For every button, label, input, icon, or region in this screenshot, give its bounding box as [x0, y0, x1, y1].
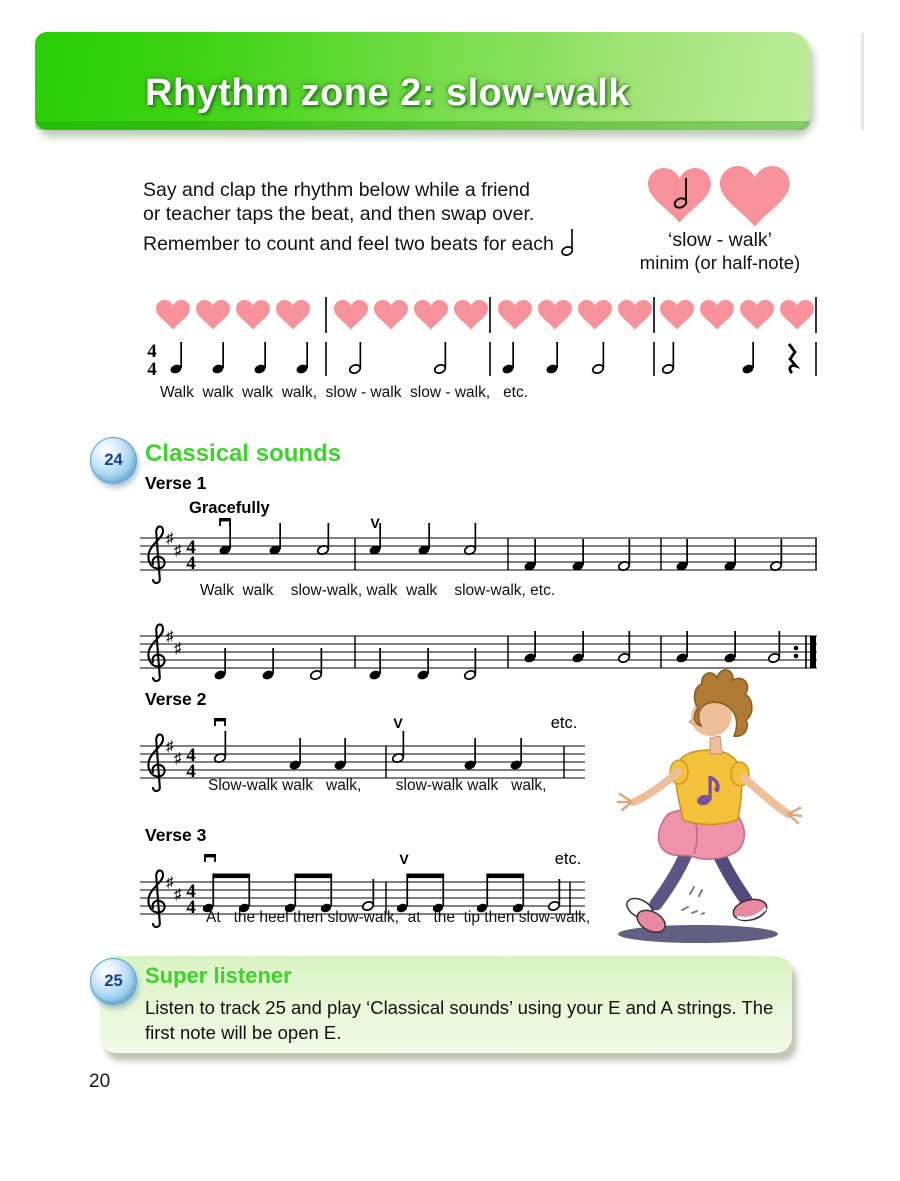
key-signature-sharp: ♯ — [166, 874, 174, 891]
notes — [214, 731, 523, 771]
slow-walk-key-hearts — [640, 162, 800, 230]
svg-text:4: 4 — [186, 761, 196, 782]
intro-line-2: or teacher taps the beat, and then swap over. — [143, 202, 535, 225]
heart-icon — [648, 168, 711, 223]
verse3-lyrics: At the heel then slow-walk, at the tip then slow-walk, — [206, 909, 591, 926]
down-bow-icon — [204, 854, 216, 862]
verse1-staff-line1 — [140, 514, 818, 590]
key-signature-sharp: ♯ — [166, 530, 174, 547]
treble-clef-icon — [148, 624, 164, 681]
page-title: Rhythm zone 2: slow-walk — [145, 72, 630, 114]
verse2-lyrics: Slow-walk walk walk, slow-walk walk walk, — [208, 777, 547, 794]
slow-walk-label: ‘slow - walk’ — [667, 229, 772, 251]
key-signature-sharp: ♯ — [166, 738, 174, 755]
treble-clef-icon — [148, 870, 164, 927]
notes — [218, 523, 782, 572]
up-bow-icon: V — [393, 715, 403, 731]
quarter-rest-icon — [789, 344, 796, 373]
verse1-label: Verse 1 — [145, 473, 207, 493]
hearts-rhythm-row — [140, 296, 818, 382]
time-signature — [147, 341, 157, 380]
key-signature-sharp: ♯ — [174, 886, 182, 903]
down-bow-icon — [214, 718, 226, 726]
header-banner — [35, 32, 810, 130]
adjacent-page-edge — [861, 33, 864, 130]
down-bow-icon — [219, 518, 231, 526]
treble-clef-icon — [148, 526, 164, 583]
tempo-marking: Gracefully — [189, 499, 270, 517]
super-listener-body: Listen to track 25 and play ‘Classical sounds’ using your E and A strings. The first note will be open E. — [145, 997, 774, 1043]
walking-girl-illustration — [598, 656, 803, 954]
page-number: 20 — [89, 1071, 111, 1092]
minim-label: minim (or half-note) — [639, 252, 801, 273]
intro-paragraph — [143, 179, 575, 257]
key-signature-sharp: ♯ — [166, 628, 174, 645]
track-badge-24: 24 — [90, 437, 137, 484]
notes — [202, 874, 561, 914]
track-badge-25: 25 — [90, 958, 137, 1005]
up-bow-icon: V — [399, 851, 409, 867]
svg-text:4: 4 — [186, 553, 196, 574]
classical-sounds-title: Classical sounds — [145, 440, 342, 467]
etc-label: etc. — [550, 714, 578, 732]
key-signature-sharp: ♯ — [174, 542, 182, 559]
etc-label: etc. — [554, 850, 582, 868]
verse1-lyrics: Walk walk slow-walk, walk walk slow-walk, etc. — [200, 582, 556, 599]
staff-lines — [140, 538, 817, 570]
intro-line-1: Say and clap the rhythm below while a friend — [143, 179, 530, 201]
super-listener-title: Super listener — [145, 963, 292, 988]
rhythm-notes — [169, 342, 816, 376]
svg-text:4: 4 — [147, 359, 157, 380]
heart-icon — [720, 166, 790, 227]
half-note-icon — [561, 226, 575, 257]
svg-text:4: 4 — [186, 897, 196, 918]
key-signature-sharp: ♯ — [174, 750, 182, 767]
treble-clef-icon — [148, 734, 164, 791]
verse2-label: Verse 2 — [145, 689, 207, 709]
intro-line-3: Remember to count and feel two beats for each — [143, 226, 575, 257]
svg-text:4: 4 — [147, 341, 157, 362]
svg-text:4: 4 — [186, 537, 196, 558]
svg-text:4: 4 — [186, 881, 196, 902]
svg-text:4: 4 — [186, 745, 196, 766]
key-signature-sharp: ♯ — [174, 640, 182, 657]
rhythm-caption: Walk walk walk walk, slow - walk slow - walk, etc. — [160, 384, 529, 401]
up-bow-icon: V — [370, 515, 380, 531]
heart-row — [156, 300, 814, 330]
verse3-label: Verse 3 — [145, 825, 207, 845]
